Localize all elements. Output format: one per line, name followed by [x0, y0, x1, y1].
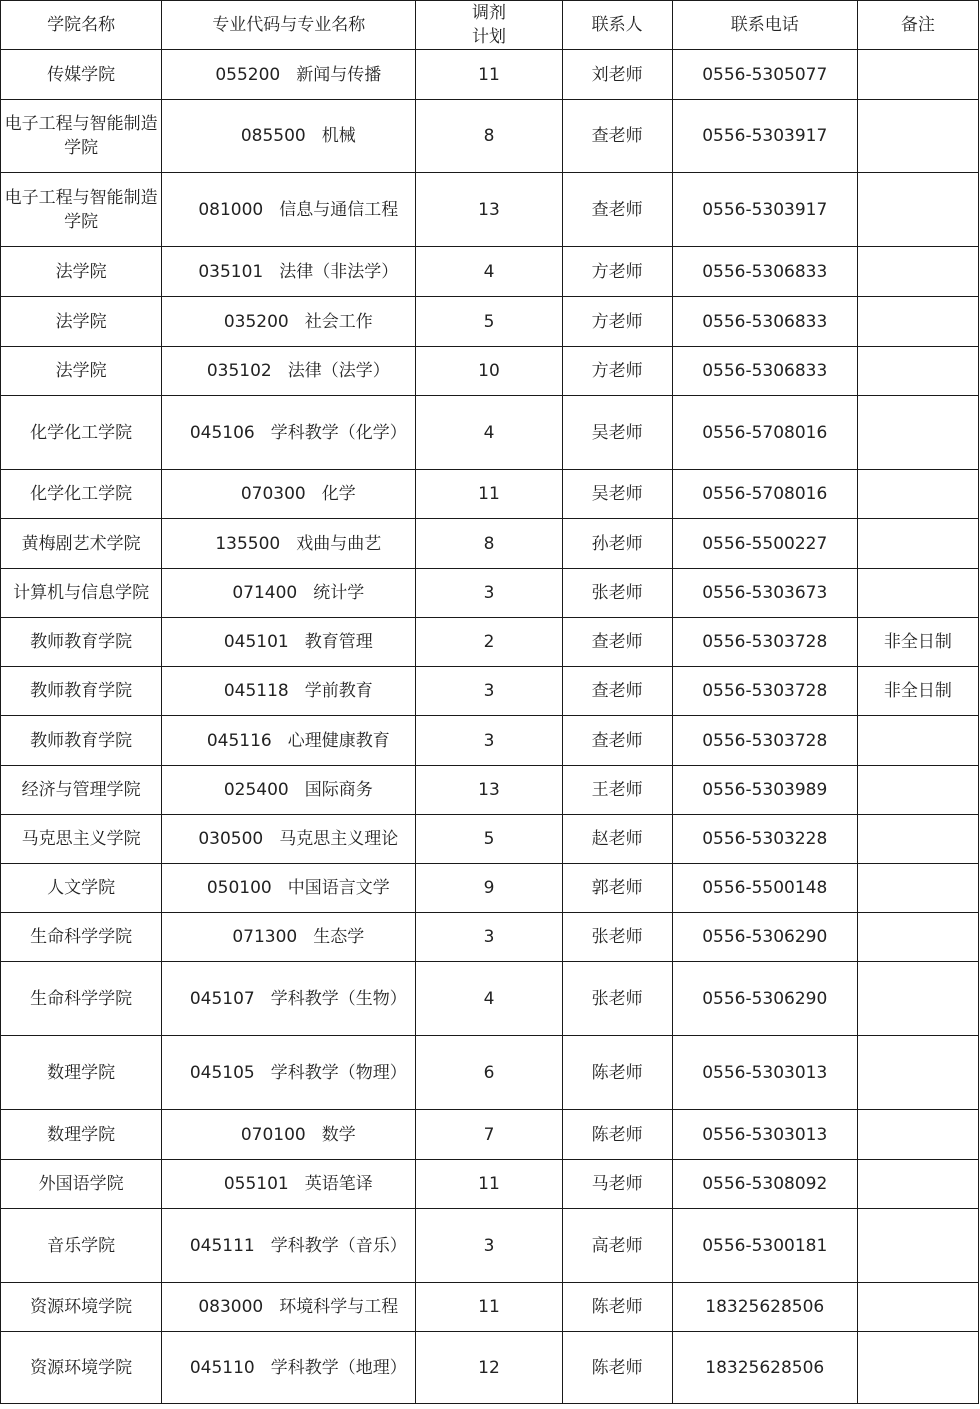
major-name: 社会工作: [304, 311, 373, 332]
remark-cell: 非全日制: [857, 667, 978, 716]
table-row: [1, 519, 979, 569]
major-name: 马克思主义理论: [279, 829, 399, 849]
contact-cell: 张老师: [562, 962, 672, 1036]
contact-cell: 高老师: [562, 1209, 672, 1283]
major-name: 学科教学（物理）: [270, 1062, 407, 1083]
phone-cell: 0556-5303917: [672, 100, 857, 173]
remark-cell: [857, 864, 978, 913]
major-cell: [162, 347, 416, 396]
major-name: 学科教学（化学）: [270, 422, 407, 443]
phone-cell: 0556-5300181: [672, 1209, 857, 1283]
college-cell: 计算机与信息学院: [1, 569, 162, 618]
remark-cell: [857, 396, 978, 470]
major-code: 070300: [240, 484, 306, 504]
phone-cell: 0556-5306290: [672, 962, 857, 1036]
table-row: [1, 1283, 979, 1332]
plan-cell: 13: [416, 173, 562, 247]
remark-cell: [857, 50, 978, 100]
remark-cell: [857, 100, 978, 173]
table-row: [1, 297, 979, 347]
college-cell: 化学化工学院: [1, 470, 162, 519]
major-cell: [162, 1209, 416, 1283]
major-cell: [162, 864, 416, 913]
phone-cell: 0556-5708016: [672, 396, 857, 470]
college-cell: 数理学院: [1, 1036, 162, 1110]
table-row: [1, 913, 979, 962]
phone-cell: 0556-5303917: [672, 173, 857, 247]
contact-cell: 查老师: [562, 716, 672, 766]
contact-cell: 吴老师: [562, 396, 672, 470]
major-code: 045107: [189, 988, 255, 1009]
plan-cell: 13: [416, 766, 562, 815]
major-name: 教育管理: [304, 632, 373, 652]
plan-cell: 11: [416, 1160, 562, 1209]
major-code: 025400: [223, 780, 289, 800]
header-plan-line1: 调剂: [471, 3, 506, 23]
remark-cell: [857, 815, 978, 864]
major-cell: [162, 1160, 416, 1209]
contact-cell: 查老师: [562, 667, 672, 716]
college-cell: 传媒学院: [1, 50, 162, 100]
major-cell: [162, 519, 416, 569]
contact-cell: 张老师: [562, 913, 672, 962]
phone-cell: 18325628506: [672, 1283, 857, 1332]
remark-cell: [857, 1110, 978, 1160]
college-cell: 化学化工学院: [1, 396, 162, 470]
contact-cell: 孙老师: [562, 519, 672, 569]
contact-cell: 陈老师: [562, 1283, 672, 1332]
major-code: 071400: [232, 583, 298, 603]
table-row: [1, 247, 979, 297]
contact-cell: 张老师: [562, 569, 672, 618]
contact-cell: 刘老师: [562, 50, 672, 100]
major-name: 环境科学与工程: [279, 1297, 399, 1317]
remark-cell: [857, 173, 978, 247]
contact-cell: 方老师: [562, 347, 672, 396]
table-row: [1, 470, 979, 519]
contact-cell: 查老师: [562, 173, 672, 247]
major-name: 戏曲与曲艺: [296, 533, 382, 554]
major-cell: [162, 569, 416, 618]
plan-cell: 3: [416, 1209, 562, 1283]
major-code: 045101: [223, 632, 289, 652]
major-code: 050100: [206, 878, 272, 898]
contact-cell: 方老师: [562, 297, 672, 347]
college-cell: 马克思主义学院: [1, 815, 162, 864]
college-cell: 外国语学院: [1, 1160, 162, 1209]
remark-cell: [857, 297, 978, 347]
phone-cell: 0556-5306290: [672, 913, 857, 962]
table-row: [1, 815, 979, 864]
remark-cell: [857, 347, 978, 396]
phone-cell: 0556-5303728: [672, 716, 857, 766]
phone-cell: 0556-5303013: [672, 1110, 857, 1160]
plan-cell: 11: [416, 50, 562, 100]
contact-cell: 马老师: [562, 1160, 672, 1209]
major-name: 法律（法学）: [287, 361, 390, 381]
contact-cell: 查老师: [562, 100, 672, 173]
major-code: 071300: [232, 927, 298, 947]
remark-cell: [857, 470, 978, 519]
major-cell: [162, 1110, 416, 1160]
table-row: [1, 1332, 979, 1404]
plan-cell: 3: [416, 667, 562, 716]
plan-cell: 4: [416, 247, 562, 297]
major-cell: [162, 913, 416, 962]
college-cell: 法学院: [1, 297, 162, 347]
major-cell: [162, 618, 416, 667]
major-name: 机械: [321, 126, 356, 146]
plan-cell: 3: [416, 569, 562, 618]
table-row: [1, 569, 979, 618]
remark-cell: [857, 519, 978, 569]
major-cell: [162, 1283, 416, 1332]
remark-cell: [857, 913, 978, 962]
phone-cell: 0556-5303989: [672, 766, 857, 815]
college-cell: 数理学院: [1, 1110, 162, 1160]
remark-cell: [857, 1332, 978, 1404]
college-cell: 教师教育学院: [1, 618, 162, 667]
contact-cell: 查老师: [562, 618, 672, 667]
major-code: 135500: [215, 533, 281, 554]
phone-cell: 0556-5708016: [672, 470, 857, 519]
remark-cell: [857, 569, 978, 618]
major-cell: [162, 667, 416, 716]
college-cell: 教师教育学院: [1, 667, 162, 716]
major-name: 生态学: [313, 927, 365, 947]
plan-cell: 6: [416, 1036, 562, 1110]
phone-cell: 0556-5303728: [672, 667, 857, 716]
college-cell: 音乐学院: [1, 1209, 162, 1283]
major-name: 信息与通信工程: [279, 199, 399, 220]
phone-cell: 0556-5306833: [672, 247, 857, 297]
major-name: 统计学: [313, 583, 365, 603]
major-name: 英语笔译: [304, 1174, 373, 1194]
major-name: 学科教学（音乐）: [270, 1235, 407, 1256]
table-row: [1, 1209, 979, 1283]
table-row: [1, 396, 979, 470]
phone-cell: 0556-5303728: [672, 618, 857, 667]
major-name: 法律（非法学）: [279, 261, 399, 282]
major-code: 055200: [215, 64, 281, 85]
major-cell: [162, 766, 416, 815]
college-cell: 教师教育学院: [1, 716, 162, 766]
phone-cell: 0556-5500227: [672, 519, 857, 569]
contact-cell: 郭老师: [562, 864, 672, 913]
contact-cell: 吴老师: [562, 470, 672, 519]
plan-cell: 12: [416, 1332, 562, 1404]
plan-cell: 8: [416, 100, 562, 173]
plan-cell: 4: [416, 962, 562, 1036]
major-cell: [162, 297, 416, 347]
major-code: 070100: [240, 1124, 306, 1145]
table-row: [1, 100, 979, 173]
major-code: 085500: [240, 126, 306, 146]
plan-cell: 9: [416, 864, 562, 913]
plan-cell: 11: [416, 470, 562, 519]
phone-cell: 0556-5303673: [672, 569, 857, 618]
plan-cell: 7: [416, 1110, 562, 1160]
major-code: 081000: [198, 199, 264, 220]
major-code: 045118: [223, 681, 289, 701]
table-row: [1, 864, 979, 913]
major-cell: [162, 396, 416, 470]
plan-cell: 2: [416, 618, 562, 667]
remark-cell: [857, 1209, 978, 1283]
header-college: 学院名称: [1, 1, 162, 50]
contact-cell: 陈老师: [562, 1332, 672, 1404]
plan-cell: 10: [416, 347, 562, 396]
phone-cell: 0556-5303013: [672, 1036, 857, 1110]
college-cell: 生命科学学院: [1, 913, 162, 962]
contact-cell: 陈老师: [562, 1036, 672, 1110]
header-plan-line2: 计划: [471, 27, 506, 47]
college-cell: 电子工程与智能制造学院: [1, 100, 162, 173]
major-name: 学科教学（地理）: [270, 1357, 407, 1378]
remark-cell: [857, 1160, 978, 1209]
plan-cell: 8: [416, 519, 562, 569]
plan-cell: 5: [416, 297, 562, 347]
major-cell: [162, 173, 416, 247]
header-phone: 联系电话: [672, 1, 857, 50]
major-cell: [162, 50, 416, 100]
phone-cell: 0556-5306833: [672, 347, 857, 396]
phone-cell: 0556-5308092: [672, 1160, 857, 1209]
remark-cell: [857, 1036, 978, 1110]
table-row: [1, 50, 979, 100]
major-name: 数学: [321, 1124, 356, 1145]
major-cell: [162, 815, 416, 864]
major-name: 新闻与传播: [296, 64, 382, 85]
plan-cell: 3: [416, 716, 562, 766]
phone-cell: 0556-5303228: [672, 815, 857, 864]
major-code: 045106: [189, 422, 255, 443]
table-row: [1, 962, 979, 1036]
major-cell: [162, 1332, 416, 1404]
major-cell: [162, 962, 416, 1036]
table-row: [1, 347, 979, 396]
major-code: 045110: [189, 1357, 255, 1378]
header-contact: 联系人: [562, 1, 672, 50]
major-cell: [162, 100, 416, 173]
major-code: 083000: [198, 1297, 264, 1317]
contact-cell: 方老师: [562, 247, 672, 297]
major-cell: [162, 1036, 416, 1110]
major-cell: [162, 470, 416, 519]
college-cell: 黄梅剧艺术学院: [1, 519, 162, 569]
major-name: 国际商务: [304, 780, 373, 800]
major-code: 055101: [223, 1174, 289, 1194]
contact-cell: 王老师: [562, 766, 672, 815]
major-code: 035101: [198, 261, 264, 282]
college-cell: 经济与管理学院: [1, 766, 162, 815]
remark-cell: [857, 1283, 978, 1332]
major-name: 学前教育: [304, 681, 373, 701]
phone-cell: 0556-5305077: [672, 50, 857, 100]
major-code: 030500: [198, 829, 264, 849]
college-cell: 资源环境学院: [1, 1283, 162, 1332]
table-row: [1, 667, 979, 716]
major-name: 心理健康教育: [287, 730, 390, 751]
major-name: 化学: [321, 484, 356, 504]
table-row: [1, 716, 979, 766]
major-cell: [162, 247, 416, 297]
contact-cell: 赵老师: [562, 815, 672, 864]
major-cell: [162, 716, 416, 766]
major-code: 035200: [223, 311, 289, 332]
major-code: 045116: [206, 730, 272, 751]
table-row: [1, 618, 979, 667]
college-cell: 法学院: [1, 247, 162, 297]
remark-cell: [857, 962, 978, 1036]
table-row: [1, 1110, 979, 1160]
phone-cell: 0556-5500148: [672, 864, 857, 913]
table-row: [1, 173, 979, 247]
phone-cell: 0556-5306833: [672, 297, 857, 347]
college-cell: 电子工程与智能制造学院: [1, 173, 162, 247]
header-plan: [416, 1, 562, 50]
contact-cell: 陈老师: [562, 1110, 672, 1160]
remark-cell: 非全日制: [857, 618, 978, 667]
header-row: [1, 1, 979, 50]
college-cell: 资源环境学院: [1, 1332, 162, 1404]
plan-cell: 11: [416, 1283, 562, 1332]
remark-cell: [857, 716, 978, 766]
table-row: [1, 1160, 979, 1209]
header-remark: 备注: [857, 1, 978, 50]
college-cell: 人文学院: [1, 864, 162, 913]
college-cell: 生命科学学院: [1, 962, 162, 1036]
remark-cell: [857, 247, 978, 297]
plan-cell: 3: [416, 913, 562, 962]
header-major: 专业代码与专业名称: [162, 1, 416, 50]
college-cell: 法学院: [1, 347, 162, 396]
major-code: 035102: [206, 361, 272, 381]
major-code: 045105: [189, 1062, 255, 1083]
table-row: [1, 1036, 979, 1110]
major-name: 中国语言文学: [287, 878, 390, 898]
plan-cell: 4: [416, 396, 562, 470]
phone-cell: 18325628506: [672, 1332, 857, 1404]
plan-cell: 5: [416, 815, 562, 864]
major-code: 045111: [189, 1235, 255, 1256]
remark-cell: [857, 766, 978, 815]
table-row: [1, 766, 979, 815]
major-name: 学科教学（生物）: [270, 988, 407, 1009]
